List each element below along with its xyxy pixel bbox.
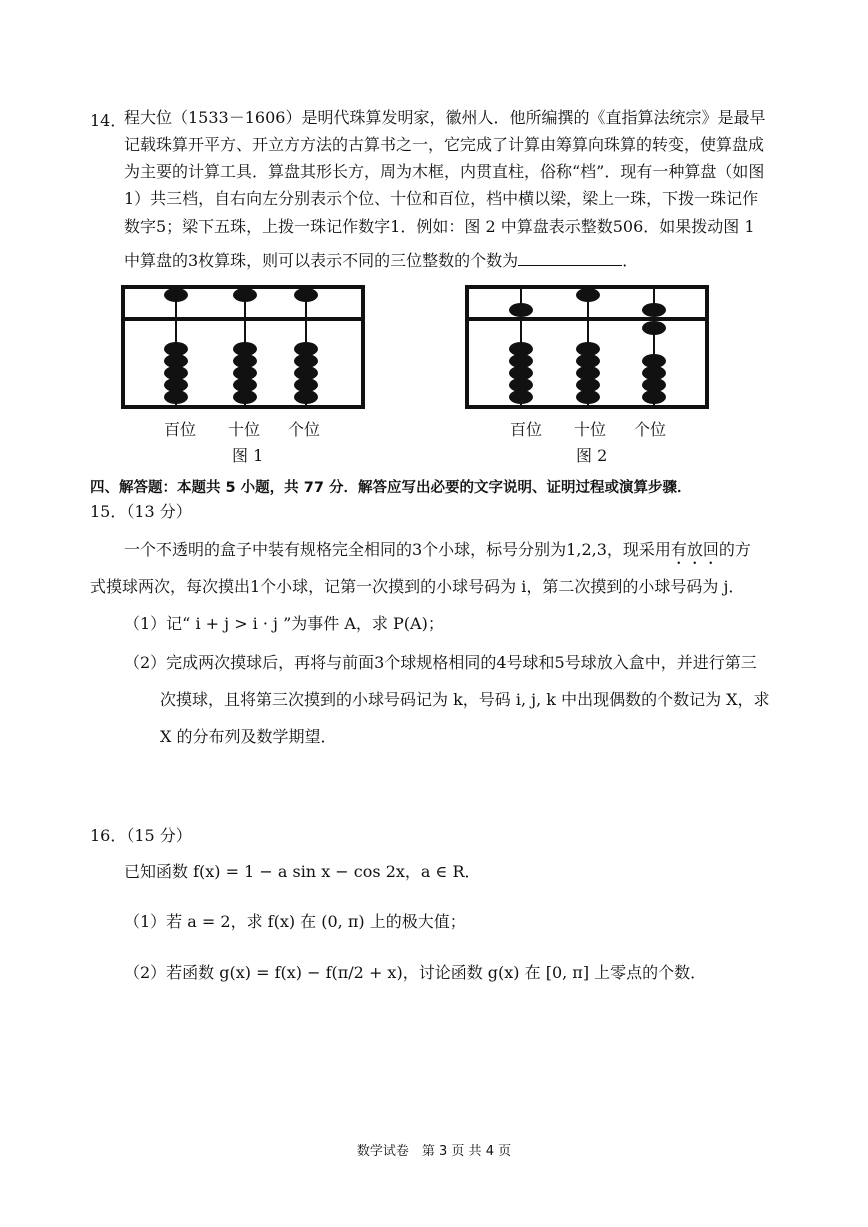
q14-line-2: 记载珠算开平方、开立方方法的古算书之一，它完成了计算由筹算向珠算的转变，使算盘成: [124, 135, 765, 154]
q15-intro-line-2: 式摸球两次，每次摸出1个小球，记第一次摸到的小球号码为 i，第二次摸到的小球号码为 j．: [90, 577, 745, 596]
q14-number: 14．: [90, 111, 127, 130]
q15-part-2-line-1: （2）完成两次摸球后，再将与前面3个球规格相同的4号球和5号球放入盒中，并进行第三: [124, 653, 757, 672]
q15-header: 15．（13 分）: [90, 502, 192, 521]
abacus-figure-1: [120, 284, 368, 412]
fig2-label-tens: 十位: [574, 420, 607, 439]
q15-intro-line-1: [124, 540, 751, 568]
fig1-label-tens: 十位: [228, 420, 261, 439]
section-4-title: 四、解答题：本题共 5 小题，共 77 分．解答应写出必要的文字说明、证明过程或演算步骤．: [90, 480, 692, 496]
q14-line-4: 1）共三档，自右向左分别表示个位、十位和百位，档中横以梁，梁上一珠，下拨一珠记作: [124, 189, 759, 208]
fig2-label-ones: 个位: [634, 420, 667, 439]
q16-intro: 已知函数 f(x) = 1 − a sin x − cos 2x，a ∈ R．: [124, 862, 481, 881]
q14-line-1: 程大位（1533－1606）是明代珠算发明家，徽州人．他所编撰的《直指算法统宗》是最早: [124, 108, 766, 127]
fig1-label-ones: 个位: [288, 420, 321, 439]
q14-line-3: 为主要的计算工具．算盘其形长方，周为木框，内贯直柱，俗称“档”．现有一种算盘（如图: [124, 162, 765, 181]
q14-line-6: [124, 249, 638, 271]
q15-intro-1c: 的方: [718, 540, 751, 559]
q15-part-1: （1）记“ i + j > i · j ”为事件 A，求 P(A)；: [124, 614, 444, 633]
q15-intro-1a: 一个不透明的盒子中装有规格完全相同的3个小球，标号分别为1,2,3，现采用: [124, 540, 671, 559]
fig2-label-hundreds: 百位: [510, 420, 543, 439]
fig1-label-hundreds: 百位: [164, 420, 197, 439]
answer-blank: [518, 249, 622, 266]
q16-part-2: （2）若函数 g(x) = f(x) − f(π/2 + x)，讨论函数 g(x) 在 [0, π] 上零点的个数．: [124, 963, 707, 982]
page-footer: 数学试卷 第 3 页 共 4 页: [356, 1144, 512, 1159]
q14-end-mark: ．: [622, 251, 639, 270]
q15-part-2-line-3: X 的分布列及数学期望．: [160, 727, 337, 746]
q16-part-1: （1）若 a = 2，求 f(x) 在 (0, π) 上的极大值；: [124, 912, 466, 931]
q16-header: 16．（15 分）: [90, 826, 192, 845]
q15-part-2-line-2: 次摸球，且将第三次摸到的小球号码记为 k，号码 i, j, k 中出现偶数的个数记为 X，求: [160, 690, 770, 709]
q14-line-5: 数字5；梁下五珠，上拨一珠记作数字1．例如：图 2 中算盘表示整数506．如果拨动图 1: [124, 217, 755, 236]
fig2-caption: 图 2: [576, 446, 608, 465]
q14-line-6-text: 中算盘的3枚算珠，则可以表示不同的三位整数的个数为: [124, 251, 519, 270]
abacus-figure-2: [464, 284, 712, 412]
fig1-caption: 图 1: [232, 446, 264, 465]
q15-intro-emphasis: 有放回: [670, 540, 719, 559]
